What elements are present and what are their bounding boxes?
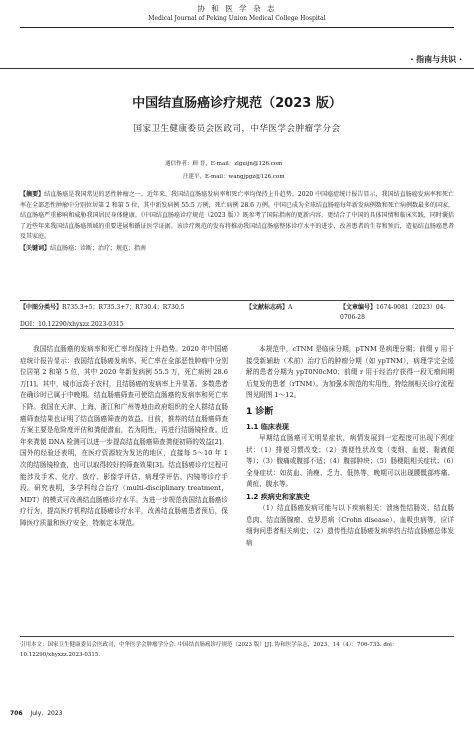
heading-history: 1.2 疾病史和家族史 — [246, 492, 310, 501]
section-rule — [0, 68, 474, 69]
journal-name-en: Medical Journal of Peking Union Medical College Hospital — [148, 15, 326, 22]
journal-header — [0, 4, 474, 23]
page-number: 706 — [10, 710, 23, 717]
keywords-text: 结直肠癌；诊断；治疗；规范；指南 — [50, 244, 147, 252]
header-rule — [20, 27, 454, 28]
clc-value: R735.3+5；R735.3+7；R730.4；R730.5 — [62, 304, 185, 311]
keywords-line — [20, 244, 454, 255]
corresponding-line-1: 通信作者：顾 晋，E-mail：zlguijn@126.com — [165, 161, 283, 167]
corresponding-line-2: 汪建平，E-mail：wangjpgz@126.com — [183, 174, 285, 180]
article-number-value: 1674-9081（2023）04-0706-28 — [340, 304, 446, 321]
doc-code-label: 【文献标志码】 — [246, 304, 289, 311]
page-footer — [10, 708, 63, 717]
article-number-block — [340, 303, 454, 323]
section-tag: · 指南与共识 · — [410, 55, 462, 64]
article-title: 中国结直肠癌诊疗规范（2023 版） — [132, 96, 342, 111]
meta-rule-top — [20, 300, 454, 301]
abstract — [20, 190, 454, 254]
doc-code-block — [246, 303, 336, 313]
heading-clinical-manifestation: 1.1 临床表现 — [246, 422, 289, 431]
corresponding-authors — [165, 158, 405, 184]
body-paragraph: （1）结直肠癌发病可能与以下疾病相关：溃疡性结肠炎、结直肠息肉、结直肠腺瘤、克罗恩病（Crohn disease）、血吸虫病等，应详细询问患者相关病史；（2）遗传性结直肠癌发病率约占结直肠癌总体发病 — [246, 503, 454, 547]
journal-name-cn: 协 和 医 学 杂 志 — [197, 4, 277, 13]
body-left-column — [20, 338, 228, 530]
clc-label: 【中图分类号】 — [20, 304, 63, 311]
body-right-column — [246, 338, 454, 549]
doc-code-value: A — [288, 304, 293, 311]
issue-date: July，2023 — [30, 710, 63, 717]
doi: DOI：10.12290/xhyxzz.2023-0315 — [20, 321, 124, 328]
footnote-rule — [20, 636, 454, 637]
article-authors: 国家卫生健康委员会医政司，中华医学会肿瘤学分会 — [133, 124, 341, 134]
abstract-label: 【摘要】 — [20, 191, 45, 198]
clc-block — [20, 303, 230, 313]
citation-footnote: 引用本文：国家卫生健康委员会医政司，中华医学会肿瘤学分会. 中国结直肠癌诊疗规范（2023 版）[J]. 协和医学杂志，2023，14（4）：706-733. doi：10.12290/xhyxzz.2023-0315. — [20, 642, 398, 658]
heading-diagnosis: 1 诊断 — [246, 406, 274, 417]
article-number-label: 【文章编号】 — [340, 304, 377, 311]
body-paragraph: 我国结直肠癌的发病率和死亡率均保持上升趋势。2020 年中国癌症统计报告显示：我国结直肠癌发病率、死亡率在全部恶性肿瘤中分别位居第 2 和第 5 位，其中 2020 年新发病例 55.5 万，死亡病例 28.6 万[1]。其中，城市远高于农村，且结肠癌的发病率上升显著。多数患者在确诊时已属于中晚期。结直肠癌筛查可使结直肠癌的发病率和死亡率下降。我国在天津、上海、浙江和广州等地由政府组织的全人群结直肠癌筛查结果也证明了结直肠癌筛查的效益。目前，推荐的结直肠癌筛查方案主要是危险度评估和粪便潜血，若为阳性，再进行结肠镜检查。近年来粪便 DNA 检测可以进一步提高结直肠癌筛查粪便初筛的效益[2]。国外的经验还表明，在医疗资源较为发达的地区，直接每 5～10 年 1 次的结肠镜检查，也可以取得较好的筛查效果[3]。结直肠癌诊疗过程可能涉及手术、化疗、放疗、影像学评估、病理学评估、内镜等诊疗手段。研究表明，多学科综合治疗（multi-disciplinary treatment，MDT）的模式可改善结直肠癌诊疗水平。为进一步规范我国结直肠癌诊疗行为，提高医疗机构结直肠癌诊疗水平，改善结直肠癌患者预后，保障医疗质量和医疗安全，特制定本规范。 — [20, 345, 228, 527]
abstract-paragraph — [20, 190, 454, 243]
body-paragraph: 本规范中，cTNM 是临床分期，pTNM 是病理分期；前缀 y 用于接受新辅助（术前）治疗后的肿瘤分期（如 ypTNM），病理学完全缓解的患者分期为 ypT0N0cM0；前缀 r 用于经治疗获得一段无瘤间期后复发的患者（rTNM）。为加强本规范的实用性，特绘制相关诊疗流程图见附图 1～12。 — [246, 345, 454, 400]
body-paragraph: 早期结直肠癌可无明显症状，病情发展到一定程度可出现下列症状：（1）排便习惯改变；（2）粪便性状改变（变细、血便、黏液便等）；（3）腹痛或腹部不适；（4）腹部肿块；（5）肠梗阻相关症状；（6）全身症状：如贫血、消瘦、乏力、低热等，晚期可以出现腰骶部疼痛、黄疸、腹水等。 — [246, 433, 454, 489]
keywords-label: 【关键词】 — [20, 244, 51, 252]
abstract-text: 结直肠癌是我国常见的恶性肿瘤之一。近年来，我国结直肠癌发病率和死亡率均保持上升趋势。2020 中国癌症统计报告显示，我国结直肠癌发病率和死亡率在全部恶性肿瘤中分别位居第 2 和第 5 位，其中新发病例 55.5 万例，死亡病例 28.6 万例。中国已成为全球结直肠癌每年新发病例数和死亡病例数最多的国家，结直肠癌严重影响和威胁我国居民身体健康。《中国结直肠癌诊疗规范（2023 版）》既参考了国际指南的更新内容，更结合了中国的具体国情和临床实践，同时囊括了近些年来我国结直肠癌领域的重要进展和循证医学证据。该诊疗规范的发布将推动我国结直肠癌整体诊疗水平的进步，改善患者的生存和预后，造福结直肠癌患者及其家庭。 — [20, 191, 454, 240]
